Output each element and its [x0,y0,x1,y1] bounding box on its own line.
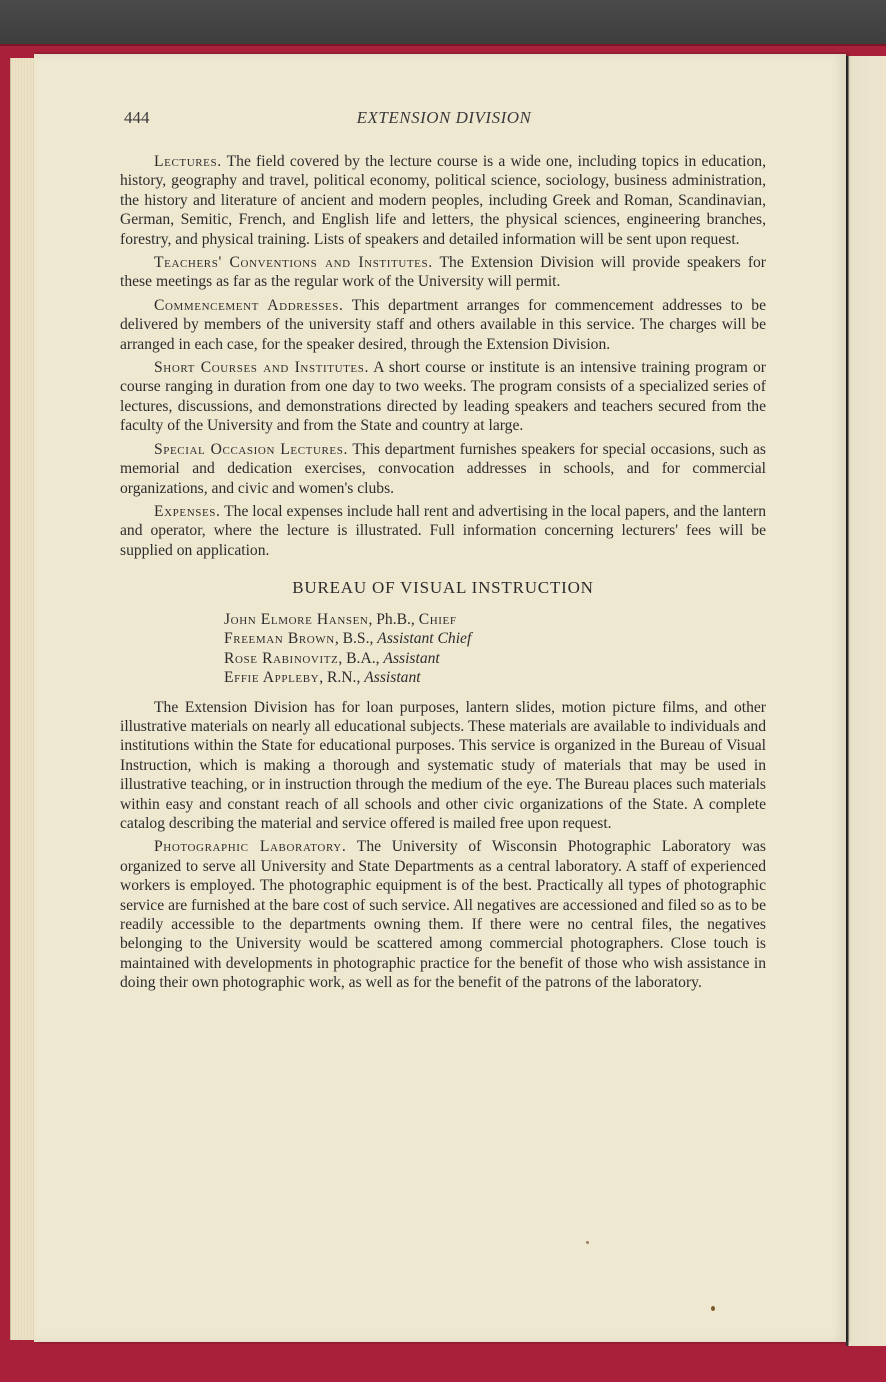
paragraph-expenses [120,502,766,560]
paragraph-text: A short course or institute is an intensive training program or course ranging in duration from one day to two weeks. The program consists of a specialized series of lectures, discussions, and demonstrations directed by leading speakers and teachers secured from the faculty of the University and from the State and country at large. [120,359,766,435]
staff-list [224,610,766,688]
paragraph-lead: Photographic Laboratory. [154,838,347,856]
paragraph-text: The Extension Division will provide speakers for these meetings as far as the regular work of the University will permit. [120,254,767,291]
staff-role: Assistant Chief [377,630,472,648]
paragraph-text: The local expenses include hall rent and advertising in the local papers, and the lantern and operator, where the lecture is illustrated. Full information concerning lecturers' fees will be supplied on application. [120,502,767,559]
section-heading: BUREAU OF VISUAL INSTRUCTION [292,578,594,598]
paragraph-teachers-conventions [120,253,766,292]
page-body [120,152,766,997]
paragraph-commencement [120,296,766,354]
staff-entry [224,668,766,688]
staff-degree: , R.N., [319,669,365,687]
paragraph-special-occasion [120,440,766,498]
ink-speck [586,1241,589,1244]
staff-name: Effie Appleby [224,669,320,687]
page-header [124,108,764,136]
staff-role: Assistant [383,649,440,667]
staff-degree: , B.A., [338,649,384,667]
page-number: 444 [124,108,150,127]
staff-entry [224,610,766,630]
staff-entry [224,649,766,669]
paragraph-lead: Commencement Addresses. [154,296,344,314]
facing-page-edge [846,56,886,1346]
staff-role: Assistant [364,669,421,687]
running-title: EXTENSION DIVISION [356,108,532,127]
paragraph-lead: Special Occasion Lectures. [154,440,348,458]
paragraph-lead: Expenses. [154,502,221,520]
paragraph-bureau-intro: The Extension Division has for loan purposes, lantern slides, motion picture films, and other illustrative materials on nearly all educational subjects. These materials are available to individuals and institutions within the State for educational purposes. This service is organized in the Bureau of Visual Instruction, which is making a thorough and systematic study of materials that may be used in illustrative teaching, or in instruction through the medium of the eye. The Bureau places such materials within easy and constant reach of all schools and other civic organizations of the State. A complete catalog describing the material and service offered is mailed free upon request. [120,698,766,832]
paragraph-text: This department arranges for commencement addresses to be delivered by members of the university staff and others available in this service. The charges will be arranged in each case, for the speaker desired, through the Extension Division. [120,296,766,353]
scan-background [0,0,886,50]
paragraph-text: The field covered by the lecture course is a wide one, including topics in education, history, geography and travel, political economy, political science, sociology, business administration, the history and literature of ancient and modern peoples, including Greek and Roman, Scandinavian, German, Semitic, French, and English life and letters, the physical sciences, engineering branches, forestry, and physical training. Lists of speakers and detailed information will be sent upon request. [120,153,766,248]
paragraph-photographic-lab [120,837,766,992]
paragraph-text: This department furnishes speakers for special occasions, such as memorial and dedication exercises, convocation addresses in schools, and for commercial organizations, and civic and women's clubs. [120,440,767,497]
paragraph-short-courses [120,358,766,436]
paragraph-lead: Teachers' Conventions and Institutes. [154,254,433,272]
ink-speck [711,1306,715,1311]
paragraph-lectures [120,152,766,249]
paragraph-text: The University of Wisconsin Photographic Laboratory was organized to serve all University and State Departments as a central laboratory. A staff of experienced workers is employed. The photographic equipment is of the best. Practically all types of photographic service are furnished at the bare cost of such service. All negatives are accessioned and filed so as to be readily accessible to the departments owning them. If there were no central files, the negatives belonging to the University would be scattered among commercial photographers. Close touch is maintained with developments in photographic practice for the benefit of those who wish assistance in doing their own photographic work, as well as for the benefit of the patrons of the laboratory. [120,838,766,992]
paragraph-lead: Short Courses and Institutes. [154,359,369,377]
staff-name: Freeman Brown [224,630,335,648]
staff-degree: , B.S., [334,630,378,648]
paragraph-lead: Lectures. [154,153,222,170]
staff-role: Chief [418,610,457,628]
staff-degree: , Ph.B., [368,610,419,628]
staff-entry [224,629,766,649]
staff-name: Rose Rabinovitz [224,649,339,667]
staff-name: John Elmore Hansen [224,610,369,628]
